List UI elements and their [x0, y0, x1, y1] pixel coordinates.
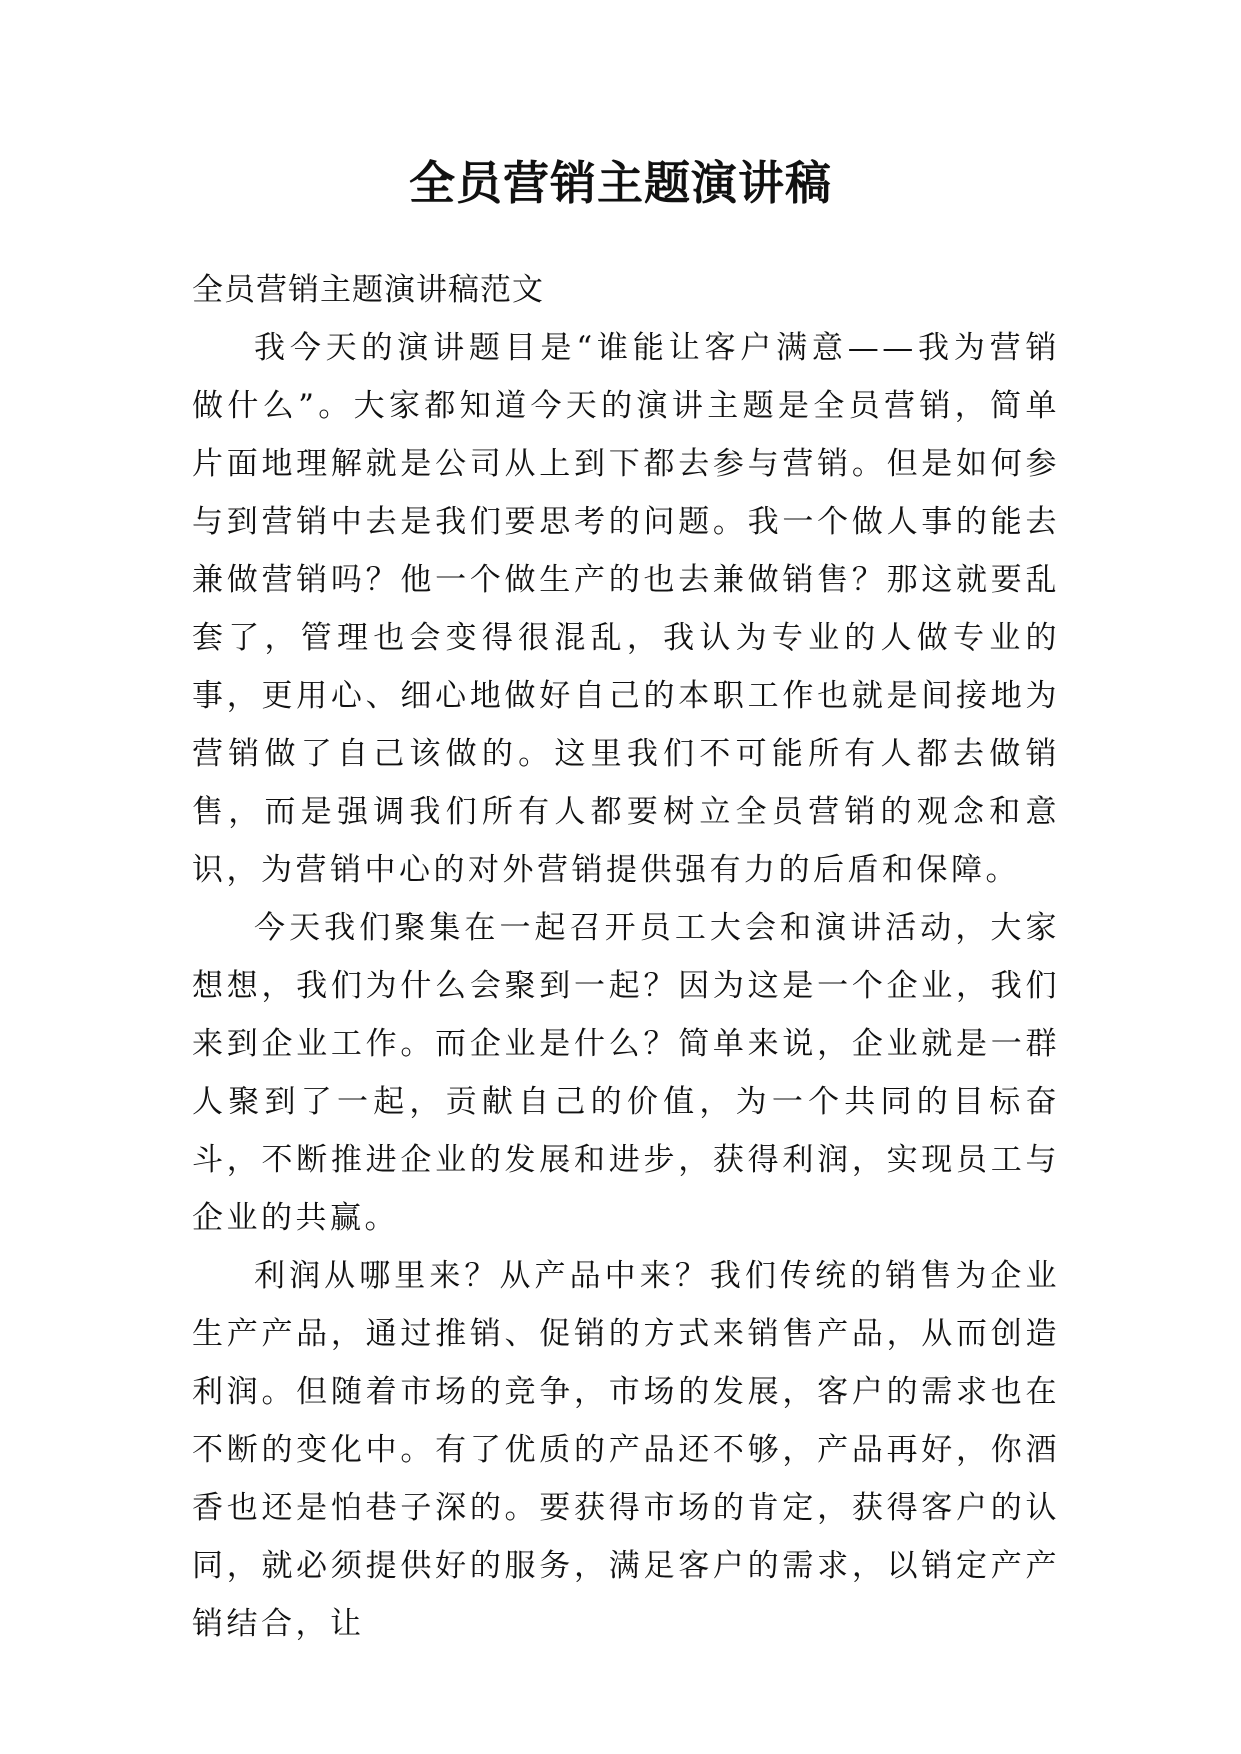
paragraph-1: 我今天的演讲题目是“谁能让客户满意——我为营销做什么”。大家都知道今天的演讲主题是全员营销，简单片面地理解就是公司从上到下都去参与营销。但是如何参与到营销中去是我们要思考的问题。我一个做人事的能去兼做营销吗？他一个做生产的也去兼做销售？那这就要乱套了，管理也会变得很混乱，我认为专业的人做专业的事，更用心、细心地做好自己的本职工作也就是间接地为营销做了自己该做的。这里我们不可能所有人都去做销售，而是强调我们所有人都要树立全员营销的观念和意识，为营销中心的对外营销提供强有力的后盾和保障。	[192, 330, 1060, 888]
document-body	[192, 261, 1060, 1653]
paragraph-2: 今天我们聚集在一起召开员工大会和演讲活动，大家想想，我们为什么会聚到一起？因为这是一个企业，我们来到企业工作。而企业是什么？简单来说，企业就是一群人聚到了一起，贡献自己的价值，为一个共同的目标奋斗，不断推进企业的发展和进步，获得利润，实现员工与企业的共赢。	[192, 910, 1060, 1236]
document-subtitle: 全员营销主题演讲稿范文	[192, 272, 544, 308]
paragraph-3: 利润从哪里来？从产品中来？我们传统的销售为企业生产产品，通过推销、促销的方式来销售产品，从而创造利润。但随着市场的竞争，市场的发展，客户的需求也在不断的变化中。有了优质的产品还不够，产品再好，你酒香也还是怕巷子深的。要获得市场的肯定，获得客户的认同，就必须提供好的服务，满足客户的需求，以销定产产销结合，让	[192, 1258, 1060, 1642]
document-title: 全员营销主题演讲稿	[409, 156, 832, 210]
